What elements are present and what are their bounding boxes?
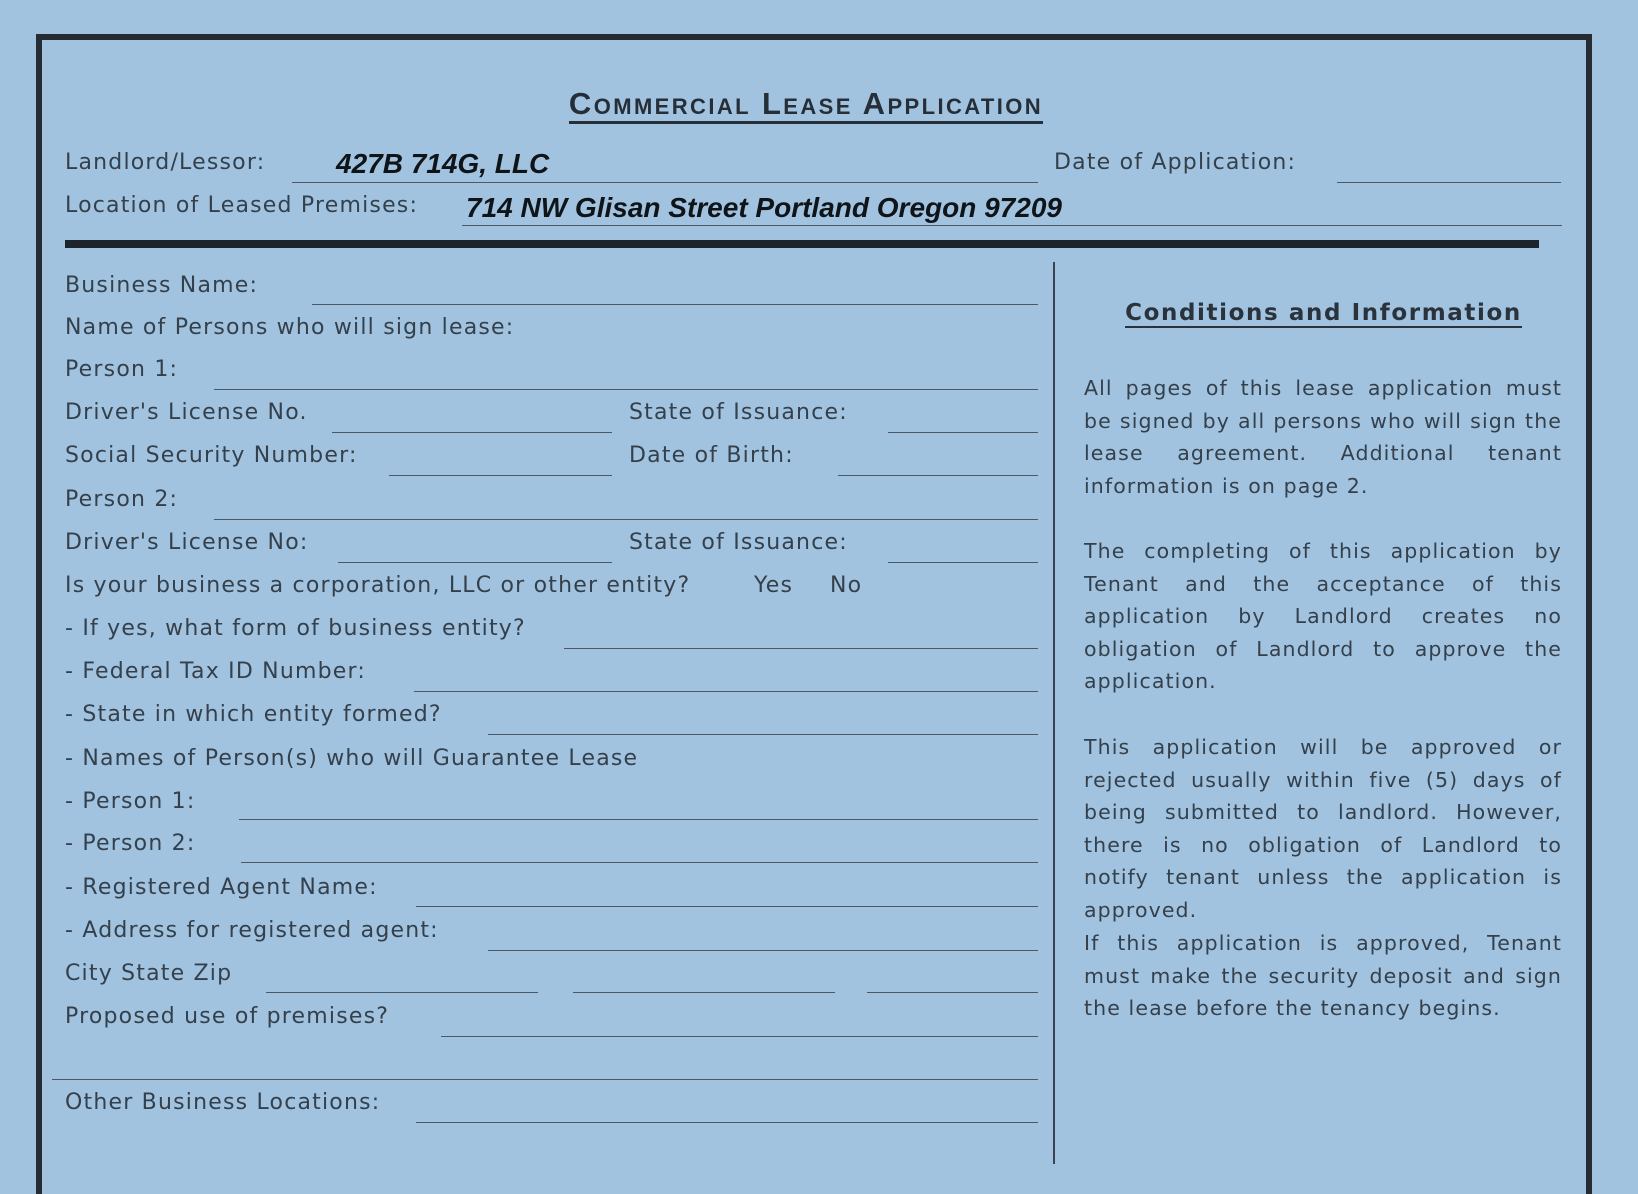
form-title	[0, 86, 1612, 122]
business-name-field[interactable]	[312, 304, 1038, 305]
yes-option[interactable]: Yes	[754, 573, 794, 598]
state-issuance-1-label: State of Issuance:	[629, 400, 848, 425]
dl-no-1-field[interactable]	[332, 432, 612, 433]
landlord-value[interactable]: 427B 714G, LLC	[336, 148, 550, 179]
dl-no-1-label: Driver's License No.	[65, 400, 308, 425]
guarantor-person2-label: - Person 2:	[65, 831, 196, 856]
guarantor-person2-field[interactable]	[241, 862, 1038, 863]
agent-address-field[interactable]	[488, 950, 1038, 951]
city-field[interactable]	[266, 992, 538, 993]
column-divider	[1053, 262, 1055, 1164]
ssn-label: Social Security Number:	[65, 443, 358, 468]
person1-label: Person 1:	[65, 357, 179, 382]
dl-no-2-field[interactable]	[338, 562, 612, 563]
no-option[interactable]: No	[830, 573, 863, 598]
location-value[interactable]: 714 NW Glisan Street Portland Oregon 97209	[466, 192, 1062, 223]
state-formed-field[interactable]	[488, 734, 1038, 735]
guarantors-label: - Names of Person(s) who will Guarantee Lease	[65, 746, 639, 771]
proposed-use-label: Proposed use of premises?	[65, 1004, 390, 1029]
guarantor-person1-label: - Person 1:	[65, 789, 196, 814]
state-formed-label: - State in which entity formed?	[65, 702, 442, 727]
dob-field[interactable]	[838, 475, 1038, 476]
conditions-paragraph-2: The completing of this application by Tenant and the acceptance of this application by Landlord creates no obligation of Landlord to approve the application.	[1084, 539, 1562, 693]
person2-field[interactable]	[214, 519, 1038, 520]
zip-field[interactable]	[867, 992, 1038, 993]
guarantor-person1-field[interactable]	[239, 819, 1038, 820]
entity-form-field[interactable]	[564, 648, 1038, 649]
business-name-label: Business Name:	[65, 273, 259, 298]
person1-field[interactable]	[214, 389, 1038, 390]
state-issuance-2-label: State of Issuance:	[629, 530, 848, 555]
state-issuance-1-field[interactable]	[888, 432, 1038, 433]
conditions-title-text: Conditions and Information	[1125, 300, 1522, 326]
date-label: Date of Application:	[1054, 150, 1297, 175]
person2-label: Person 2:	[65, 487, 179, 512]
agent-name-field[interactable]	[416, 906, 1038, 907]
agent-address-label: - Address for registered agent:	[65, 918, 439, 943]
corp-question-label: Is your business a corporation, LLC or other entity?	[65, 573, 691, 598]
conditions-paragraph-3: This application will be approved or rejected usually within five (5) days of being submitted to landlord. However, there is no obligation of Landlord to notify tenant unless the application is approved.	[1084, 735, 1562, 922]
city-state-zip-label: City State Zip	[65, 961, 233, 986]
agent-name-label: - Registered Agent Name:	[65, 875, 378, 900]
conditions-paragraph-1: All pages of this lease application must be signed by all persons who will sign the lease agreement. Additional tenant information is on page 2.	[1084, 376, 1562, 498]
other-locations-label: Other Business Locations:	[65, 1090, 381, 1115]
persons-sign-label: Name of Persons who will sign lease:	[65, 315, 515, 340]
tax-id-label: - Federal Tax ID Number:	[65, 659, 366, 684]
dob-label: Date of Birth:	[629, 443, 794, 468]
form-title-text: Commercial Lease Application	[569, 86, 1043, 124]
state-issuance-2-field[interactable]	[888, 562, 1038, 563]
header-divider	[65, 240, 1539, 248]
state-field[interactable]	[573, 992, 835, 993]
landlord-label: Landlord/Lessor:	[65, 150, 266, 175]
location-label: Location of Leased Premises:	[65, 193, 419, 218]
proposed-use-field[interactable]	[441, 1036, 1038, 1037]
entity-form-label: - If yes, what form of business entity?	[65, 616, 526, 641]
proposed-use-field-2[interactable]	[52, 1079, 1038, 1080]
other-locations-field[interactable]	[416, 1122, 1038, 1123]
conditions-title	[1055, 300, 1592, 326]
landlord-line	[292, 182, 1038, 183]
dl-no-2-label: Driver's License No:	[65, 530, 309, 555]
conditions-paragraph-4: If this application is approved, Tenant must make the security deposit and sign the lease before the tenancy begins.	[1084, 931, 1562, 1020]
ssn-field[interactable]	[389, 475, 612, 476]
tax-id-field[interactable]	[414, 691, 1038, 692]
location-line	[462, 225, 1562, 226]
date-field[interactable]	[1337, 182, 1561, 183]
